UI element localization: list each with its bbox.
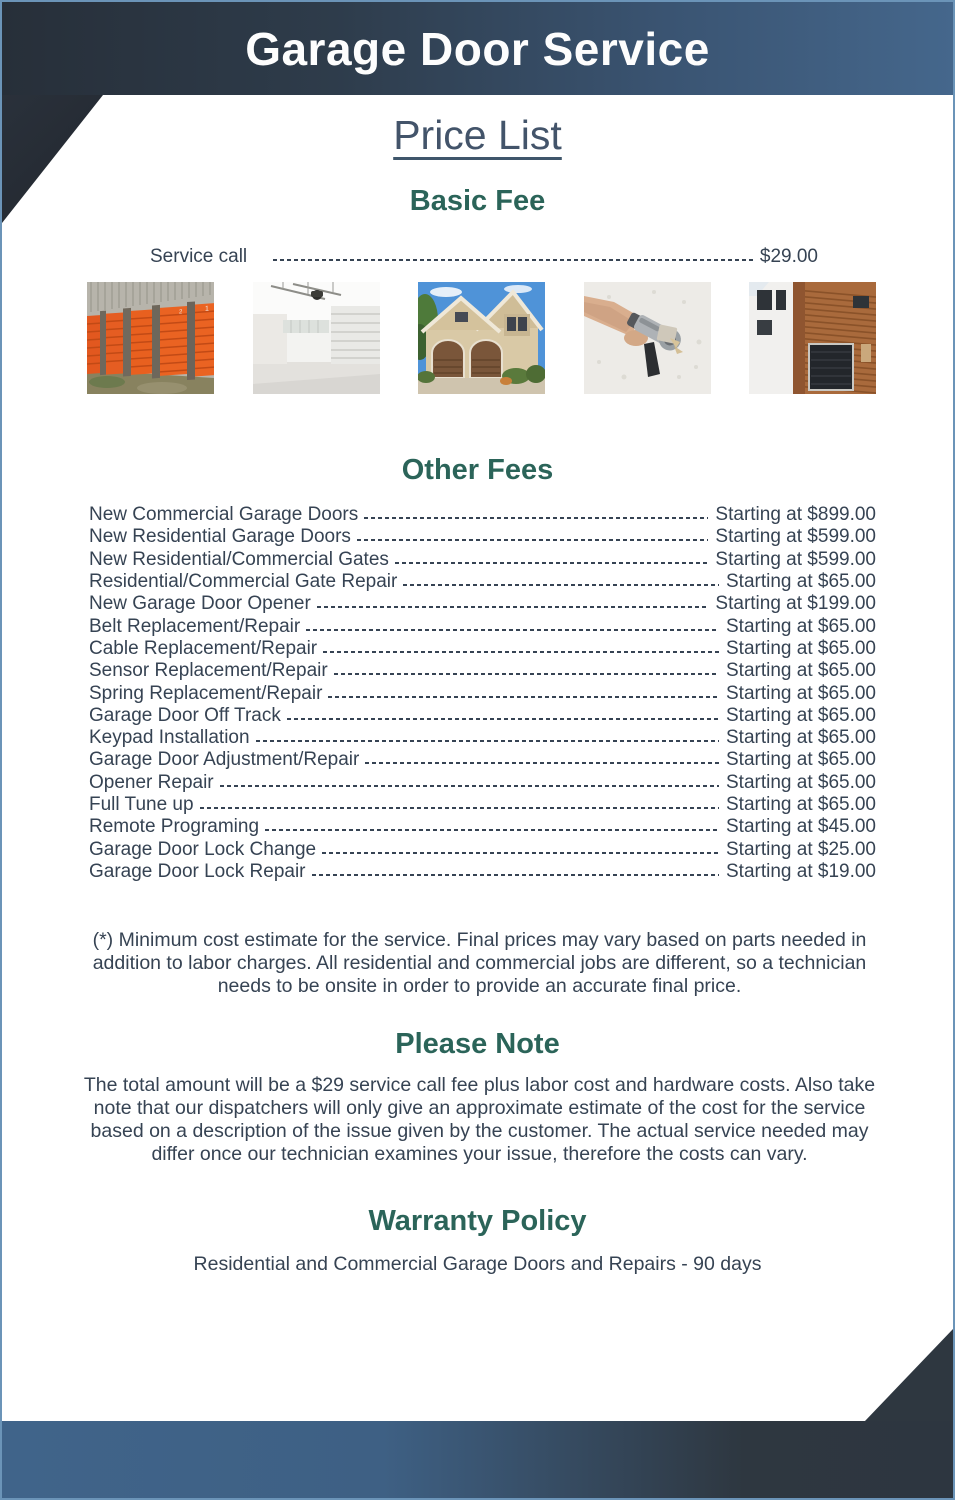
dash-leader	[265, 829, 719, 831]
fee-row	[89, 526, 876, 548]
dash-leader	[323, 651, 719, 653]
fee-label: Full Tune up	[89, 794, 194, 815]
fee-label: Garage Door Adjustment/Repair	[89, 749, 360, 771]
fee-row	[89, 861, 876, 883]
warranty-body: Residential and Commercial Garage Doors and Repairs - 90 days	[193, 1253, 762, 1275]
fee-row	[89, 705, 876, 727]
fee-label: Belt Replacement/Repair	[89, 615, 301, 637]
doc-title: Price List	[393, 112, 562, 158]
fee-price: Starting at $599.00	[715, 548, 876, 570]
fee-price: Starting at $65.00	[726, 637, 876, 659]
dash-leader	[273, 259, 753, 261]
fee-label: Residential/Commercial Gate Repair	[89, 571, 398, 593]
fee-price: $29.00	[759, 245, 818, 267]
fee-label: Sensor Replacement/Repair	[89, 660, 328, 682]
dash-leader	[312, 874, 720, 876]
fee-label: New Residential/Commercial Gates	[89, 548, 389, 570]
fee-row	[89, 727, 876, 749]
fee-label: Opener Repair	[89, 771, 214, 793]
dash-leader	[357, 539, 709, 541]
please-note-body: The total amount will be a $29 service call fee plus labor cost and hardware costs. Also take note that our dispatchers will only give an approximate estimate of the cost for the service based on a description of the issue given by the customer. The actual service needed may differ once our technician examines your issue, therefore the costs can vary.	[83, 1074, 876, 1165]
fee-row	[89, 593, 876, 615]
fee-label: Garage Door Off Track	[89, 704, 281, 726]
fee-price: Starting at $65.00	[726, 571, 876, 593]
fee-row	[89, 794, 876, 816]
fee-label: New Commercial Garage Doors	[89, 504, 359, 526]
fee-label: Service call	[150, 245, 248, 267]
fee-price: Starting at $45.00	[726, 816, 876, 838]
other-fees-list	[89, 504, 876, 883]
garage-interior-photo	[253, 282, 380, 394]
fee-label: Garage Door Lock Change	[89, 838, 317, 860]
dash-leader	[395, 562, 709, 564]
fee-label: Keypad Installation	[89, 727, 250, 749]
fee-price: Starting at $899.00	[715, 504, 876, 526]
dash-leader	[256, 740, 719, 742]
fee-label: Garage Door Lock Repair	[89, 860, 306, 882]
fee-label: Spring Replacement/Repair	[89, 682, 323, 704]
dash-leader	[364, 517, 708, 519]
dash-leader	[334, 673, 719, 675]
svg-text:1: 1	[205, 305, 209, 313]
fee-price: Starting at $65.00	[726, 660, 876, 682]
modern-wood-garage-photo	[749, 282, 876, 394]
basic-fee-heading: Basic Fee	[409, 185, 546, 217]
fee-price: Starting at $65.00	[726, 727, 876, 749]
bottom-right-diagonal-decoration	[865, 1329, 953, 1421]
header-band	[2, 2, 953, 95]
fee-price: Starting at $19.00	[726, 860, 876, 882]
fee-price: Starting at $199.00	[715, 593, 876, 615]
fee-price: Starting at $65.00	[726, 615, 876, 637]
fee-label: Cable Replacement/Repair	[89, 637, 318, 659]
fee-price: Starting at $65.00	[726, 749, 876, 771]
fee-row	[89, 660, 876, 682]
tool-installation-photo	[584, 282, 711, 394]
house-garage-doors-photo	[418, 282, 545, 394]
dash-leader	[317, 606, 709, 608]
disclaimer-text: (*) Minimum cost estimate for the service. Final prices may vary based on parts needed in addition to labor charges. All residential and commercial jobs are different, so a technician needs to be onsite in order to provide an accurate final price.	[92, 929, 867, 997]
dash-leader	[328, 696, 719, 698]
fee-row	[89, 749, 876, 771]
dash-leader	[403, 584, 719, 586]
fee-row	[89, 615, 876, 637]
fee-price: Starting at $25.00	[726, 838, 876, 860]
dash-leader	[220, 785, 719, 787]
fee-row	[89, 682, 876, 704]
fee-price: Starting at $65.00	[726, 704, 876, 726]
service-call-row	[150, 245, 818, 268]
fee-price: Starting at $65.00	[726, 682, 876, 704]
svg-text:2: 2	[179, 309, 183, 316]
dash-leader	[365, 762, 719, 764]
other-fees-heading: Other Fees	[401, 454, 554, 486]
dash-leader	[287, 718, 719, 720]
photo-gallery	[87, 282, 876, 394]
fee-row	[89, 816, 876, 838]
fee-row	[89, 549, 876, 571]
dash-leader	[306, 629, 719, 631]
fee-label: Remote Programing	[89, 816, 260, 838]
fee-price: Starting at $65.00	[726, 771, 876, 793]
fee-row	[89, 638, 876, 660]
storage-units-photo	[87, 282, 214, 394]
dash-leader	[322, 852, 719, 854]
footer-band	[2, 1421, 953, 1498]
fee-price: Starting at $599.00	[715, 526, 876, 548]
page-title: Garage Door Service	[245, 22, 710, 75]
dash-leader	[200, 807, 719, 809]
please-note-heading: Please Note	[395, 1028, 560, 1060]
fee-row	[89, 838, 876, 860]
fee-price: Starting at $65.00	[726, 794, 876, 815]
fee-label: New Garage Door Opener	[89, 593, 311, 615]
fee-row	[89, 504, 876, 526]
warranty-heading: Warranty Policy	[368, 1205, 587, 1237]
fee-row	[89, 772, 876, 794]
fee-label: New Residential Garage Doors	[89, 526, 351, 548]
fee-row	[89, 571, 876, 593]
